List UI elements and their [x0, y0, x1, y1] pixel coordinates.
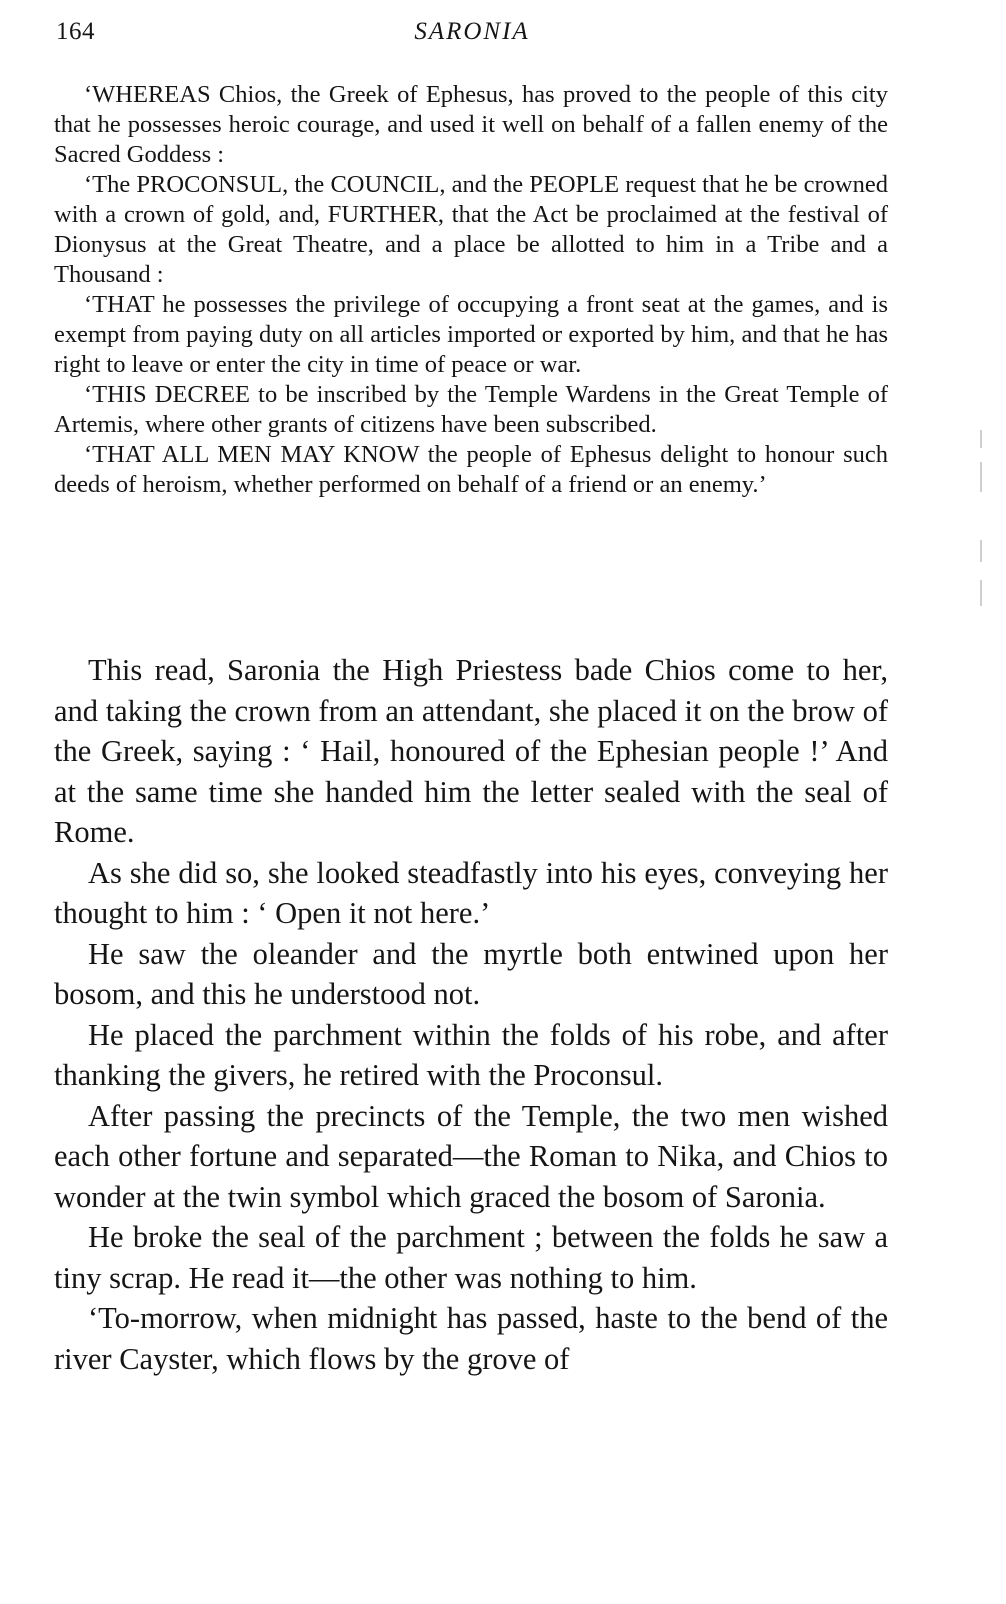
- running-head: [56, 18, 888, 52]
- edge-speck: [980, 430, 982, 448]
- page-edge-shadow: [980, 0, 992, 1604]
- decree-paragraph: ‘THAT ALL MEN MAY KNOW the people of Ephesus delight to honour such deeds of heroism, whether performed on behalf of a friend or an enemy.’: [54, 441, 888, 498]
- edge-speck: [980, 580, 982, 606]
- decree-paragraph: ‘WHEREAS Chios, the Greek of Ephesus, has proved to the people of this city that he possesses heroic courage, and used it well on behalf of a fallen enemy of the Sacred Goddess :: [54, 81, 888, 168]
- decree-paragraph: ‘THIS DECREE to be inscribed by the Temple Wardens in the Great Temple of Artemis, where other grants of citizens have been subscribed.: [54, 381, 888, 438]
- running-title: SARONIA: [414, 18, 530, 45]
- narrative-paragraph: This read, Saronia the High Priestess bade Chios come to her, and taking the crown from an attendant, she placed it on the brow of the Greek, saying : ‘ Hail, honoured of the Ephesian people !’ And at the same time she handed him the letter sealed with the seal of Rome.: [54, 653, 888, 849]
- narrative-paragraph: He placed the parchment within the folds of his robe, and after thanking the givers, he retired with the Proconsul.: [54, 1017, 888, 1092]
- edge-speck: [980, 462, 982, 492]
- narrative-paragraph: After passing the precincts of the Temple, the two men wished each other fortune and separated—the Roman to Nika, and Chios to wonder at the twin symbol which graced the bosom of Saronia.: [54, 1098, 888, 1214]
- narrative-paragraph: ‘To-morrow, when midnight has passed, haste to the bend of the river Cayster, which flows by the grove of: [54, 1301, 888, 1376]
- decree-text: [54, 80, 888, 500]
- narrative-paragraph: As she did so, she looked steadfastly into his eyes, conveying her thought to him : ‘ Open it not here.’: [54, 855, 888, 930]
- narrative-text: [54, 650, 888, 1379]
- narrative-paragraph: He saw the oleander and the myrtle both entwined upon her bosom, and this he understood not.: [54, 936, 888, 1011]
- page-number: 164: [56, 18, 95, 45]
- edge-speck: [980, 540, 982, 562]
- narrative-paragraph: He broke the seal of the parchment ; between the folds he saw a tiny scrap. He read it—the other was nothing to him.: [54, 1220, 888, 1295]
- decree-paragraph: ‘THAT he possesses the privilege of occupying a front seat at the games, and is exempt from paying duty on all articles imported or exported by him, and that he has right to leave or enter the city in time of peace or war.: [54, 291, 888, 378]
- decree-paragraph: ‘The PROCONSUL, the COUNCIL, and the PEOPLE request that he be crowned with a crown of gold, and, FURTHER, that the Act be proclaimed at the festival of Dionysus at the Great Theatre, and a place be allotted to him in a Tribe and a Thousand :: [54, 171, 888, 288]
